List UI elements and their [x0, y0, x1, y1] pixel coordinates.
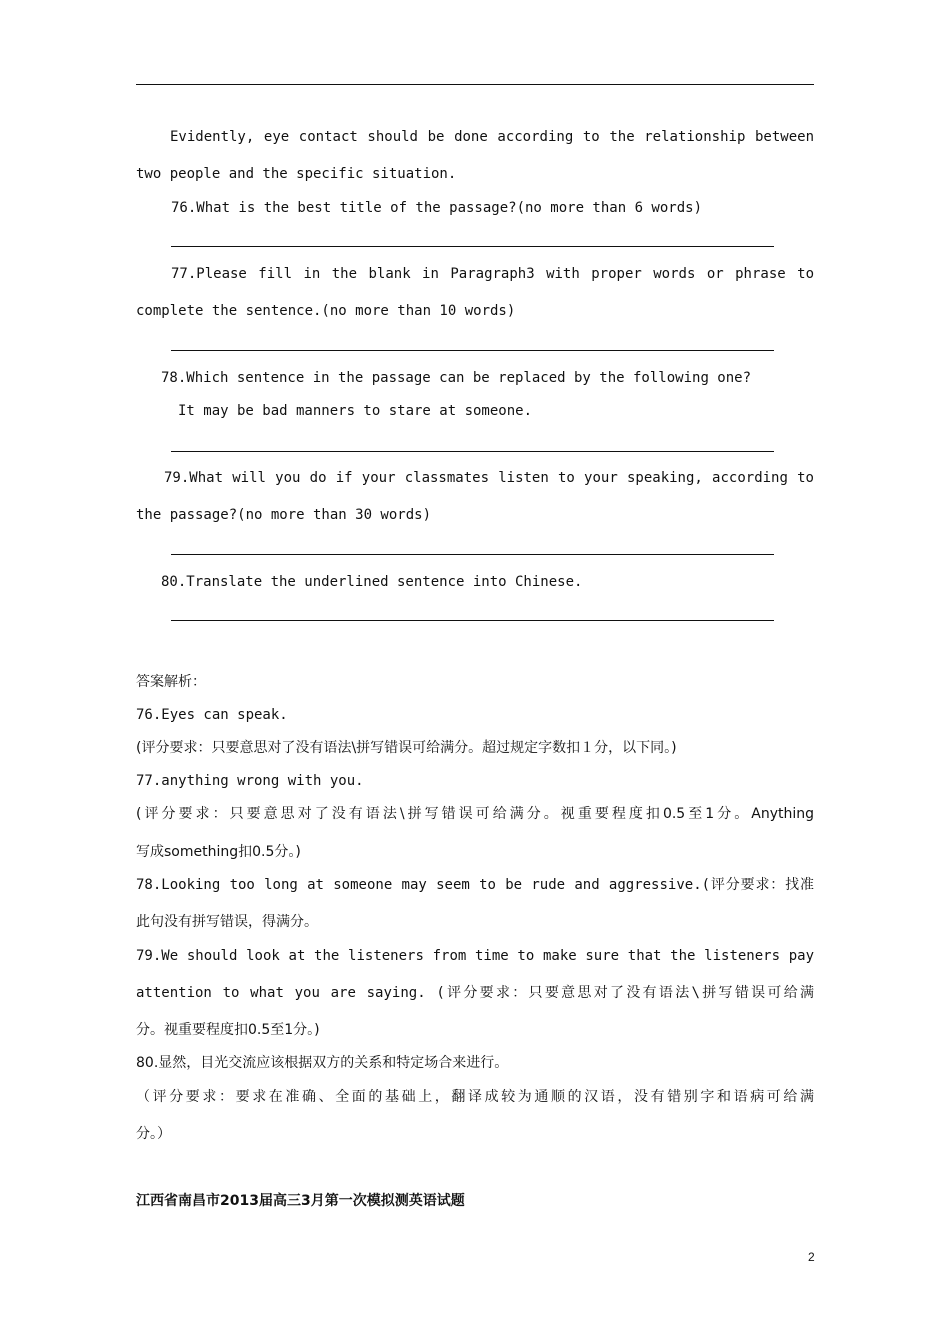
- question-77-cont: complete the sentence.(no more than 10 words): [136, 303, 516, 319]
- answer-76-note: (评分要求：只要意思对了没有语法\拼写错误可给满分。超过规定字数扣１分，以下同。): [136, 740, 677, 756]
- answer-77-note: (评分要求：只要意思对了没有语法\拼写错误可给满分。视重要程度扣0.5至1分。Anything: [136, 806, 814, 822]
- answer-line-77: [171, 350, 774, 351]
- answer-line-78: [171, 451, 774, 452]
- answer-79-cont2: 分。视重要程度扣0.5至1分。): [136, 1022, 320, 1038]
- answer-80-note: （评分要求：要求在准确、全面的基础上，翻译成较为通顺的汉语，没有错别字和语病可给满: [136, 1089, 814, 1105]
- answer-line-80: [171, 620, 774, 621]
- question-78: 78.Which sentence in the passage can be replaced by the following one?: [161, 370, 752, 386]
- page-number: 2: [808, 1250, 815, 1264]
- answer-78-cont: 此句没有拼写错误，得满分。: [136, 914, 318, 930]
- answer-80: 80.显然，目光交流应该根据双方的关系和特定场合来进行。: [136, 1055, 509, 1071]
- document-title: 江西省南昌市2013届高三3月第一次模拟测英语试题: [136, 1193, 465, 1209]
- answer-77-note-cont: 写成something扣0.5分。): [136, 844, 301, 860]
- question-79: 79.What will you do if your classmates listen to your speaking, according to: [164, 470, 814, 486]
- answer-line-79: [171, 554, 774, 555]
- question-77: 77.Please fill in the blank in Paragraph3 with proper words or phrase to: [171, 266, 814, 282]
- passage-line: two people and the specific situation.: [136, 166, 457, 182]
- answer-80-note-cont: 分。）: [136, 1126, 171, 1142]
- answer-77: 77.anything wrong with you.: [136, 773, 364, 789]
- answer-76: 76.Eyes can speak.: [136, 707, 288, 723]
- question-80: 80.Translate the underlined sentence into Chinese.: [161, 574, 583, 590]
- answer-79: 79.We should look at the listeners from time to make sure that the listeners pay: [136, 948, 814, 964]
- header-rule: [136, 84, 814, 85]
- answer-79-cont: attention to what you are saying. (评分要求：只要意思对了没有语法\拼写错误可给满: [136, 985, 814, 1001]
- passage-line: Evidently, eye contact should be done according to the relationship between: [170, 129, 814, 145]
- answer-78: 78.Looking too long at someone may seem to be rude and aggressive.(评分要求：找准: [136, 877, 814, 893]
- answers-heading: 答案解析：: [136, 674, 206, 690]
- question-76: 76.What is the best title of the passage?(no more than 6 words): [171, 200, 703, 216]
- answer-line-76: [171, 246, 774, 247]
- question-79-cont: the passage?(no more than 30 words): [136, 507, 432, 523]
- question-78-sentence: It may be bad manners to stare at someone.: [178, 403, 533, 419]
